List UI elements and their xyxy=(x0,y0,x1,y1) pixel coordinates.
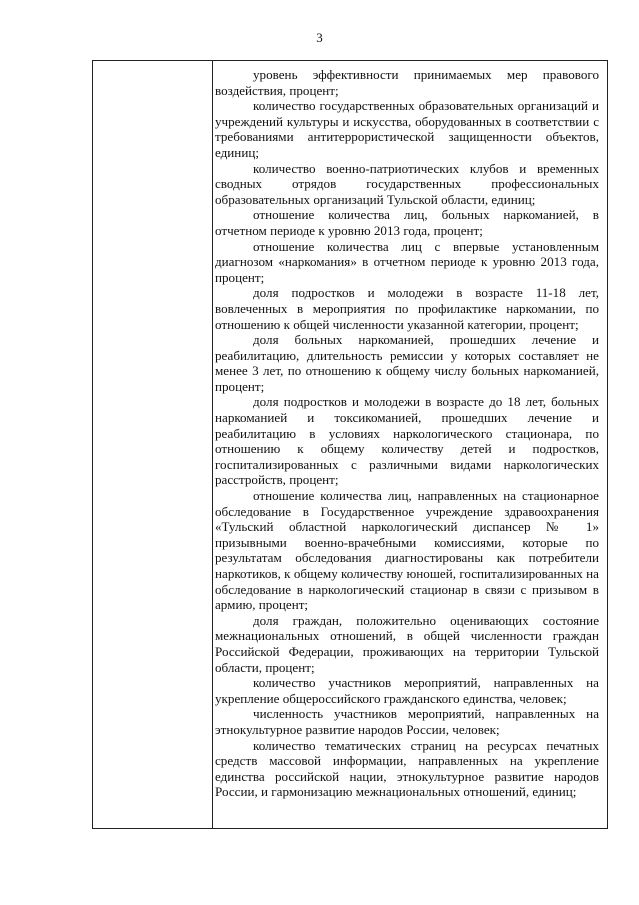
indicator-paragraph: количество военно-патриотических клубов и временных сводных отрядов государственных профессиональных образовательных организаций Тульской области, единиц; xyxy=(215,160,599,207)
indicator-paragraph: доля граждан, положительно оценивающих состояние межнациональных отношений, в общей численности граждан Российской Федерации, проживающих на территории Тульской области, процент; xyxy=(215,612,599,675)
indicator-paragraph: отношение количества лиц с впервые установленным диагнозом «наркомания» в отчетном периоде к уровню 2013 года, процент; xyxy=(215,238,599,285)
indicator-paragraph: доля подростков и молодежи в возрасте до 18 лет, больных наркоманией и токсикоманией, прошедших лечение и реабилитацию в условиях наркологического стационара, по отношению к общему количеству детей и подростков, госпитализированных с различными видами наркологических расстройств, процент; xyxy=(215,394,599,488)
column-divider xyxy=(212,61,213,828)
indicator-paragraph: доля больных наркоманией, прошедших лечение и реабилитацию, длительность ремиссии у которых составляет не менее 3 лет, по отношению к общему числу больных наркоманией, процент; xyxy=(215,332,599,394)
indicator-paragraph: численность участников мероприятий, направленных на этнокультурное развитие народов России, человек; xyxy=(215,706,599,737)
indicator-paragraph: количество государственных образовательных организаций и учреждений культуры и искусства, оборудованных в соответствии с требованиями антитеррористической защищенности объектов, единиц; xyxy=(215,98,599,160)
indicator-paragraph: отношение количества лиц, больных наркоманией, в отчетном периоде к уровню 2013 года, процент; xyxy=(215,207,599,238)
indicator-paragraph: количество участников мероприятий, направленных на укрепление общероссийского гражданского единства, человек; xyxy=(215,675,599,706)
indicator-paragraph: уровень эффективности принимаемых мер правового воздействия, процент; xyxy=(215,67,599,98)
indicator-paragraph: отношение количества лиц, направленных на стационарное обследование в Государственное учреждение здравоохранения «Тульский областной наркологический диспансер № 1» призывными военно-врачебными комиссиями, которые по результатам обследования диагностированы как потребители наркотиков, к общему количеству юношей, госпитализированных на обследование в наркологический стационар в связи с призывом в армию, процент; xyxy=(215,488,599,613)
indicators-table xyxy=(92,60,608,829)
page-number: 3 xyxy=(316,30,323,45)
indicators-cell xyxy=(215,67,599,800)
indicator-paragraph: доля подростков и молодежи в возрасте 11-18 лет, вовлеченных в мероприятия по профилактике наркомании, по отношению к общей численности указанной категории, процент; xyxy=(215,285,599,332)
indicator-paragraph: количество тематических страниц на ресурсах печатных средств массовой информации, направленных на укрепление единства российской нации, этнокультурное развитие народов России, и гармонизацию межнациональных отношений, единиц; xyxy=(215,737,599,800)
